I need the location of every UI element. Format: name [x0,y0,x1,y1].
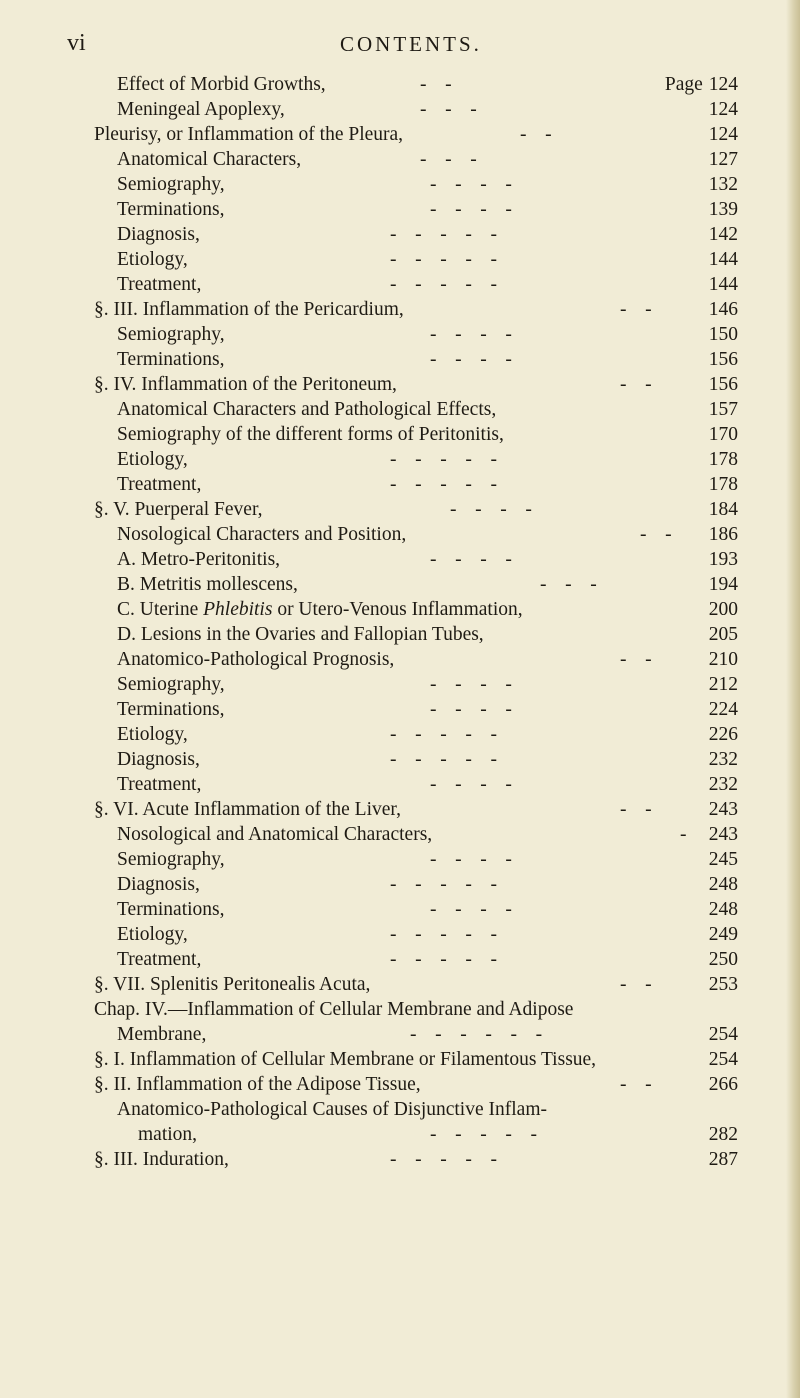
toc-entry-leader: - - - - - [390,449,498,470]
toc-entry-page: 184 [708,499,738,520]
toc-entry-title: Anatomical Characters, [117,149,302,170]
toc-entry-title: Treatment, [117,949,202,970]
toc-entry-title: Nosological and Anatomical Characters, [117,824,433,845]
toc-entry [94,997,738,1022]
page-edge [786,0,800,1398]
toc-entry-title: Terminations, [117,899,225,920]
toc-entry-title: §. VI. Acute Inflammation of the Liver, [94,799,401,820]
toc-entry-title: Etiology, [117,724,188,745]
toc-entry-page: 186 [708,524,738,545]
toc-entry-title: §. III. Induration, [94,1149,229,1170]
toc-entry-title: Pleurisy, or Inflammation of the Pleura, [94,124,404,145]
toc-entry-leader: - - - - - [430,1124,538,1145]
toc-entry-page: 156 [708,374,738,395]
toc-entry-page: 248 [708,899,738,920]
toc-entry-page: 178 [708,449,738,470]
toc-entry-page: 139 [708,199,738,220]
toc-entry-page: 254 [708,1024,738,1045]
toc-entry-leader: - - - - - [390,474,498,495]
toc-entry [117,847,738,872]
toc-entry-title: Semiography, [117,849,225,870]
toc-entry-title: Terminations, [117,699,225,720]
toc-entry-leader: - - - - - [390,224,498,245]
toc-entry-leader: - - [420,74,453,95]
toc-entry [117,722,738,747]
toc-entry-title: Terminations, [117,199,225,220]
toc-entry-leader: - - - - - [390,949,498,970]
toc-entry [117,572,738,597]
toc-entry-leader: - - [620,374,653,395]
toc-entry-leader: - - - - [430,699,513,720]
toc-entry [117,947,738,972]
toc-entry [94,1072,738,1097]
toc-entry-italic: Phlebitis [203,599,273,620]
toc-entry-page: 249 [708,924,738,945]
toc-entry-leader: - - - [540,574,598,595]
toc-entry-page: 266 [708,1074,738,1095]
toc-entry-page: 124 [708,124,738,145]
toc-entry-page: 287 [708,1149,738,1170]
toc-entry-page: 157 [708,399,738,420]
toc-entry-leader: - - [620,299,653,320]
toc-entry-title: §. VII. Splenitis Peritonealis Acuta, [94,974,371,995]
toc-entry [117,347,738,372]
toc-entry [117,447,738,472]
toc-entry [117,822,738,847]
toc-entry [117,747,738,772]
toc-entry-page: 250 [708,949,738,970]
toc-entry-page: 243 [708,799,738,820]
toc-entry-page: 127 [708,149,738,170]
toc-entry-title: §. II. Inflammation of the Adipose Tissue, [94,1074,421,1095]
toc-entry [117,72,738,97]
toc-entry-leader: - - [620,1074,653,1095]
toc-entry-page: 200 [708,599,738,620]
toc-entry-title: Chap. IV.—Inflammation of Cellular Membrane and Adipose [94,999,574,1020]
toc-entry-leader: - - - - [430,849,513,870]
toc-entry [117,872,738,897]
toc-entry [117,272,738,297]
toc-entry-title: Diagnosis, [117,874,200,895]
toc-entry-leader: - - - - [430,549,513,570]
toc-entry [117,247,738,272]
toc-entry-title: B. Metritis mollescens, [117,574,298,595]
toc-entry [117,172,738,197]
toc-entry [117,597,738,622]
toc-entry-title: §. I. Inflammation of Cellular Membrane or Filamentous Tissue, [94,1049,597,1070]
toc-entry-leader: - - - [420,149,478,170]
toc-entry-leader: - - - - - [390,249,498,270]
toc-entry-title: Anatomical Characters and Pathological Effects, [117,399,497,420]
toc-entry [94,372,738,397]
toc-entry-title: Nosological Characters and Position, [117,524,407,545]
toc-entry-page: 156 [708,349,738,370]
toc-entry-leader: - - - - [430,774,513,795]
toc-entry-leader: - - - - [430,674,513,695]
running-head: CONTENTS. [340,32,482,56]
toc-entry-leader: - - - - - [390,874,498,895]
toc-entry [94,122,738,147]
toc-entry-page: 210 [708,649,738,670]
toc-entry-page: 254 [708,1049,738,1070]
toc-entry-page: 224 [708,699,738,720]
toc-entry-page: 232 [708,774,738,795]
toc-entry-title: Meningeal Apoplexy, [117,99,285,120]
toc-entry-page: 170 [708,424,738,445]
toc-entry [117,522,738,547]
toc-entry-title: Semiography, [117,174,225,195]
toc-entry-title: Treatment, [117,774,202,795]
toc-entry [94,797,738,822]
toc-entry [117,422,738,447]
toc-entry-title: Semiography, [117,324,225,345]
toc-entry-page: 194 [708,574,738,595]
toc-entry [117,222,738,247]
toc-entry-title: Etiology, [117,924,188,945]
toc-entry [117,547,738,572]
toc-entry-leader: - [680,824,688,845]
toc-entry-title: Anatomico-Pathological Causes of Disjunctive Inflam- [117,1099,547,1120]
toc-entry [117,897,738,922]
toc-entry-title: Treatment, [117,274,202,295]
toc-entry-title: A. Metro-Peritonitis, [117,549,281,570]
toc-entry [117,772,738,797]
toc-entry-leader: - - - - [430,324,513,345]
toc-entry [94,1047,738,1072]
toc-entry-title: Semiography, [117,674,225,695]
toc-entry-leader: - - [620,799,653,820]
toc-entry-title: Terminations, [117,349,225,370]
toc-entry [94,972,738,997]
page-header [0,30,800,56]
toc-entry-leader: - - - - [430,174,513,195]
toc-entry-page: 124 [708,99,738,120]
toc-entry-title: Diagnosis, [117,749,200,770]
toc-entry [117,672,738,697]
toc-entry-page: 146 [708,299,738,320]
toc-entry-page: 150 [708,324,738,345]
toc-entry-page: 144 [708,274,738,295]
toc-entry-leader: - - - - [450,499,533,520]
toc-entry-title: mation, [138,1124,198,1145]
toc-entry [94,297,738,322]
toc-entry-page: 205 [708,624,738,645]
toc-entry-title: §. IV. Inflammation of the Peritoneum, [94,374,397,395]
toc-entry-page: 226 [708,724,738,745]
toc-entry-leader: - - - - - [390,274,498,295]
toc-entry-leader: - - - - [430,349,513,370]
toc-entry [117,472,738,497]
toc-entry [117,147,738,172]
toc-entry-title: D. Lesions in the Ovaries and Fallopian Tubes, [117,624,484,645]
toc-entry [138,1122,738,1147]
toc-entry [117,322,738,347]
toc-entry-title: Etiology, [117,249,188,270]
toc-entry-page: 142 [708,224,738,245]
toc-entry-page: Page 124 [664,74,738,95]
toc-entry-leader: - - - - - - [410,1024,544,1045]
toc-entry [117,622,738,647]
toc-entry-page: 248 [708,874,738,895]
toc-entry-page: 253 [708,974,738,995]
toc-entry-leader: - - - - [430,199,513,220]
toc-entry [117,922,738,947]
toc-entry-page: 132 [708,174,738,195]
toc-entry-leader: - - [620,974,653,995]
toc-entry-leader: - - [620,649,653,670]
toc-entry [94,1147,738,1172]
toc-entry-page: 243 [708,824,738,845]
toc-entry-page: 144 [708,249,738,270]
toc-entry [117,647,738,672]
toc-entry [117,1097,738,1122]
toc-entry-leader: - - [640,524,673,545]
toc-entry-page: 245 [708,849,738,870]
toc-entry-title: Membrane, [117,1024,207,1045]
toc-entry-leader: - - - - - [390,724,498,745]
toc-entry-leader: - - - - [430,899,513,920]
toc-entry-title: §. V. Puerperal Fever, [94,499,263,520]
toc-entry-leader: - - [520,124,553,145]
toc-entry-page: 178 [708,474,738,495]
toc-entry-title: Anatomico-Pathological Prognosis, [117,649,395,670]
toc-entry-title: C. Uterine Phlebitis or Utero-Venous Inflammation, [117,599,523,620]
toc-entry-title: Effect of Morbid Growths, [117,74,326,95]
toc-entry-title: Diagnosis, [117,224,200,245]
toc-entry-title: Etiology, [117,449,188,470]
toc-entry-page: 193 [708,549,738,570]
toc-entry [117,697,738,722]
page-label: Page [664,74,703,95]
toc-entry-leader: - - - - - [390,1149,498,1170]
toc-entry [117,397,738,422]
toc-entry-leader: - - - [420,99,478,120]
toc-entry [117,97,738,122]
toc-entry [117,1022,738,1047]
toc-entry [94,497,738,522]
page-number: vi [67,30,86,56]
toc-entry-page: 282 [708,1124,738,1145]
toc-entry-title: Treatment, [117,474,202,495]
toc-entry-page: 212 [708,674,738,695]
toc-entry-title: Semiography of the different forms of Peritonitis, [117,424,504,445]
toc-entry-leader: - - - - - [390,749,498,770]
toc-entry-page: 232 [708,749,738,770]
toc-entry [117,197,738,222]
toc-entry-title: §. III. Inflammation of the Pericardium, [94,299,404,320]
toc-entry-leader: - - - - - [390,924,498,945]
